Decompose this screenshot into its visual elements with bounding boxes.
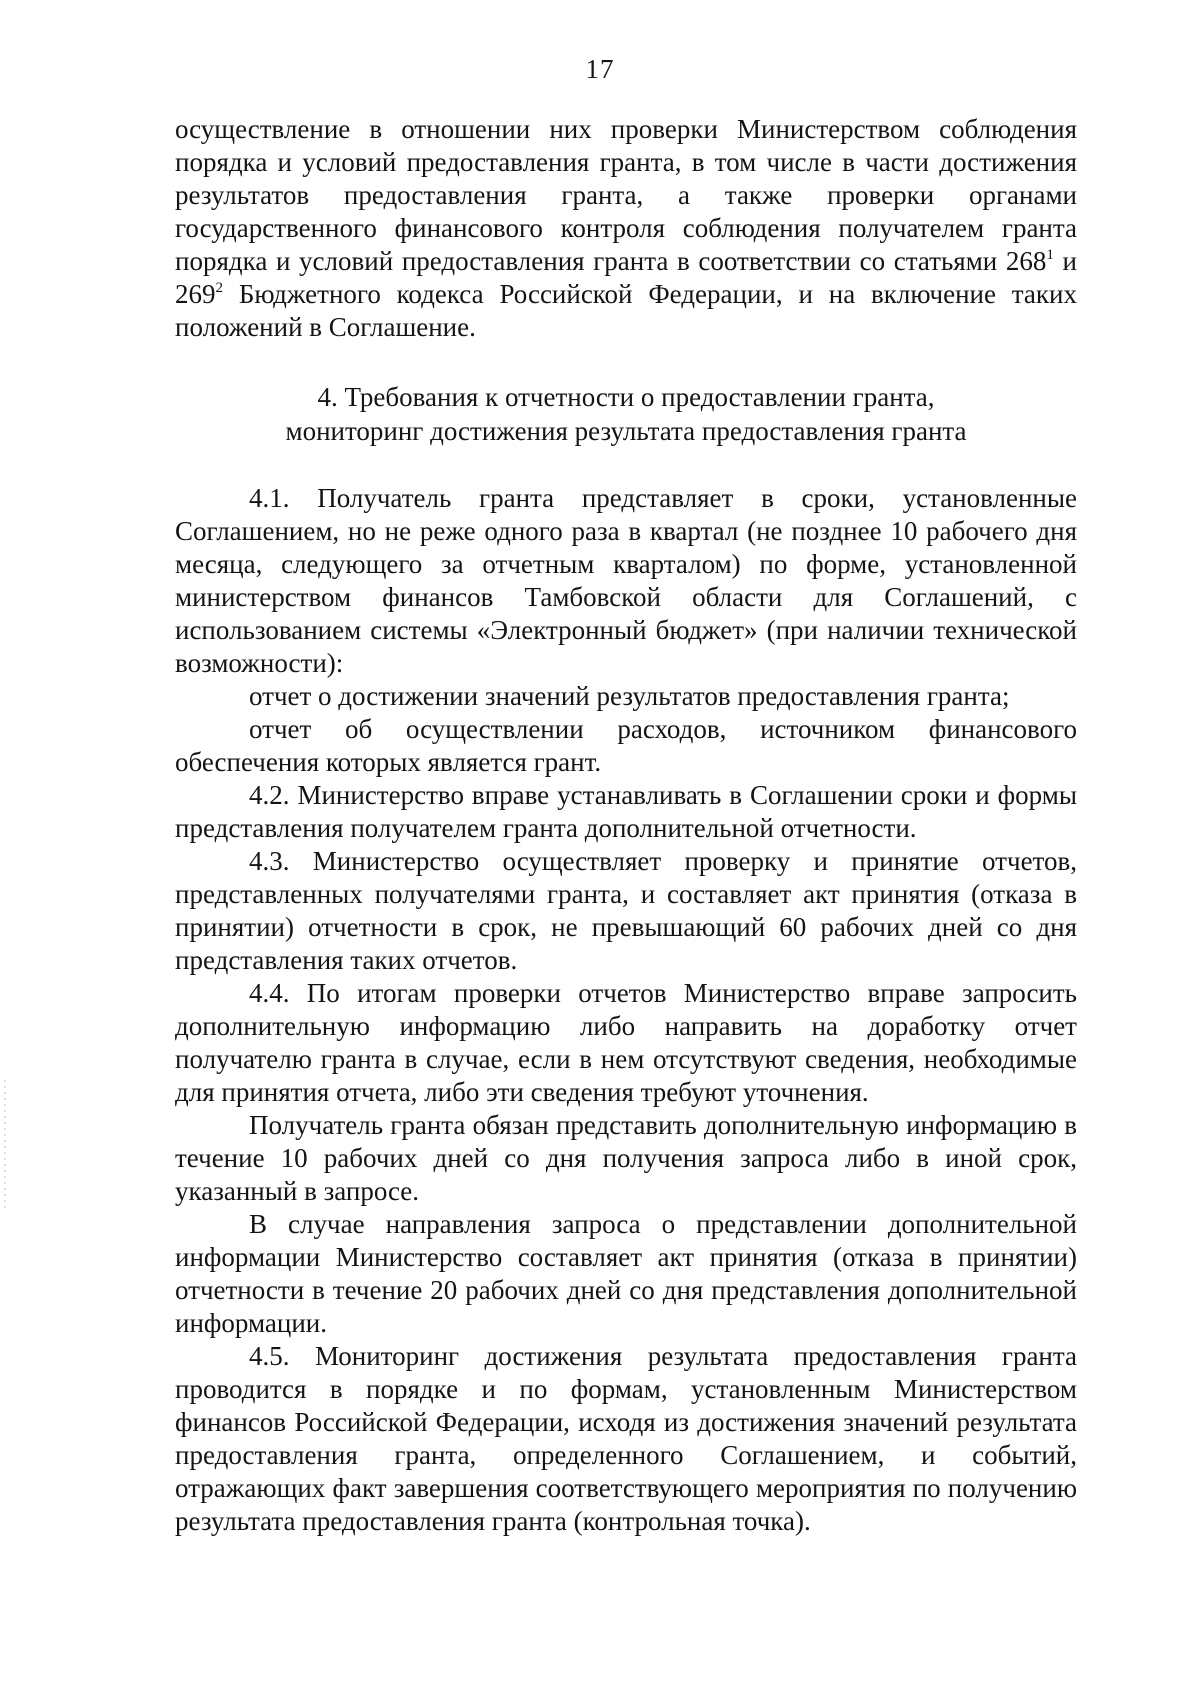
paragraph-4-3: 4.3. Министерство осуществляет проверку и принятие отчетов, представленных получателями гранта, и составляет акт принятия (отказа в принятии) отчетности в срок, не превышающий 60 рабочих дней со дня представления таких отчетов. <box>175 846 1077 975</box>
section-heading-line-1: 4. Требования к отчетности о предоставлении гранта, <box>317 382 935 412</box>
intro-paragraph <box>175 113 1077 344</box>
intro-text-part2: и 269 <box>175 246 1077 309</box>
paragraph-4-5: 4.5. Мониторинг достижения результата предоставления гранта проводится в порядке и по формам, установленным Министерством финансов Российской Федерации, исходя из достижения значений результата предоставления гранта, определенного Соглашением, и событий, отражающих факт завершения соответствующего мероприятия по получению результата предоставления гранта (контрольная точка). <box>175 1341 1077 1536</box>
paragraph-report-expenses: отчет об осуществлении расходов, источником финансового обеспечения которых является грант. <box>175 714 1077 777</box>
article-268-superscript: 1 <box>1046 247 1054 263</box>
paragraph-report-results: отчет о достижении значений результатов предоставления гранта; <box>249 681 1010 711</box>
scan-edge-artifact <box>4 1080 6 1210</box>
paragraph-4-4: 4.4. По итогам проверки отчетов Министерство вправе запросить дополнительную информацию либо направить на доработку отчет получателю гранта в случае, если в нем отсутствуют сведения, необходимые для принятия отчета, либо эти сведения требуют уточнения. <box>175 978 1077 1107</box>
paragraph-request-case: В случае направления запроса о представлении дополнительной информации Министерство составляет акт принятия (отказа в принятии) отчетности в течение 20 рабочих дней со дня представления дополнительной информации. <box>175 1209 1077 1338</box>
intro-text-part3: Бюджетного кодекса Российской Федерации, и на включение таких положений в Соглашение. <box>175 279 1077 342</box>
section-heading <box>175 380 1077 448</box>
article-269-superscript: 2 <box>215 280 223 296</box>
paragraph-additional-info: Получатель гранта обязан представить дополнительную информацию в течение 10 рабочих дней со дня получения запроса либо в иной срок, указанный в запросе. <box>175 1110 1077 1206</box>
section-heading-line-2: мониторинг достижения результата предоставления гранта <box>285 416 967 446</box>
intro-text-part1: осуществление в отношении них проверки Министерством соблюдения порядка и условий предоставления гранта, в том числе в части достижения результатов предоставления гранта, а также проверки органами государственного финансового контроля соблюдения получателем гранта порядка и условий предоставления гранта в соответствии со статьями 268 <box>175 114 1077 276</box>
paragraph-4-2: 4.2. Министерство вправе устанавливать в Соглашении сроки и формы представления получателем гранта дополнительной отчетности. <box>175 780 1077 843</box>
page-number: 17 <box>585 54 615 84</box>
document-body <box>175 113 1077 1538</box>
paragraph-4-1: 4.1. Получатель гранта представляет в сроки, установленные Соглашением, но не реже одного раза в квартал (не позднее 10 рабочего дня месяца, следующего за отчетным кварталом) по форме, установленной министерством финансов Тамбовской области для Соглашений, с использованием системы «Электронный бюджет» (при наличии технической возможности): <box>175 483 1077 678</box>
